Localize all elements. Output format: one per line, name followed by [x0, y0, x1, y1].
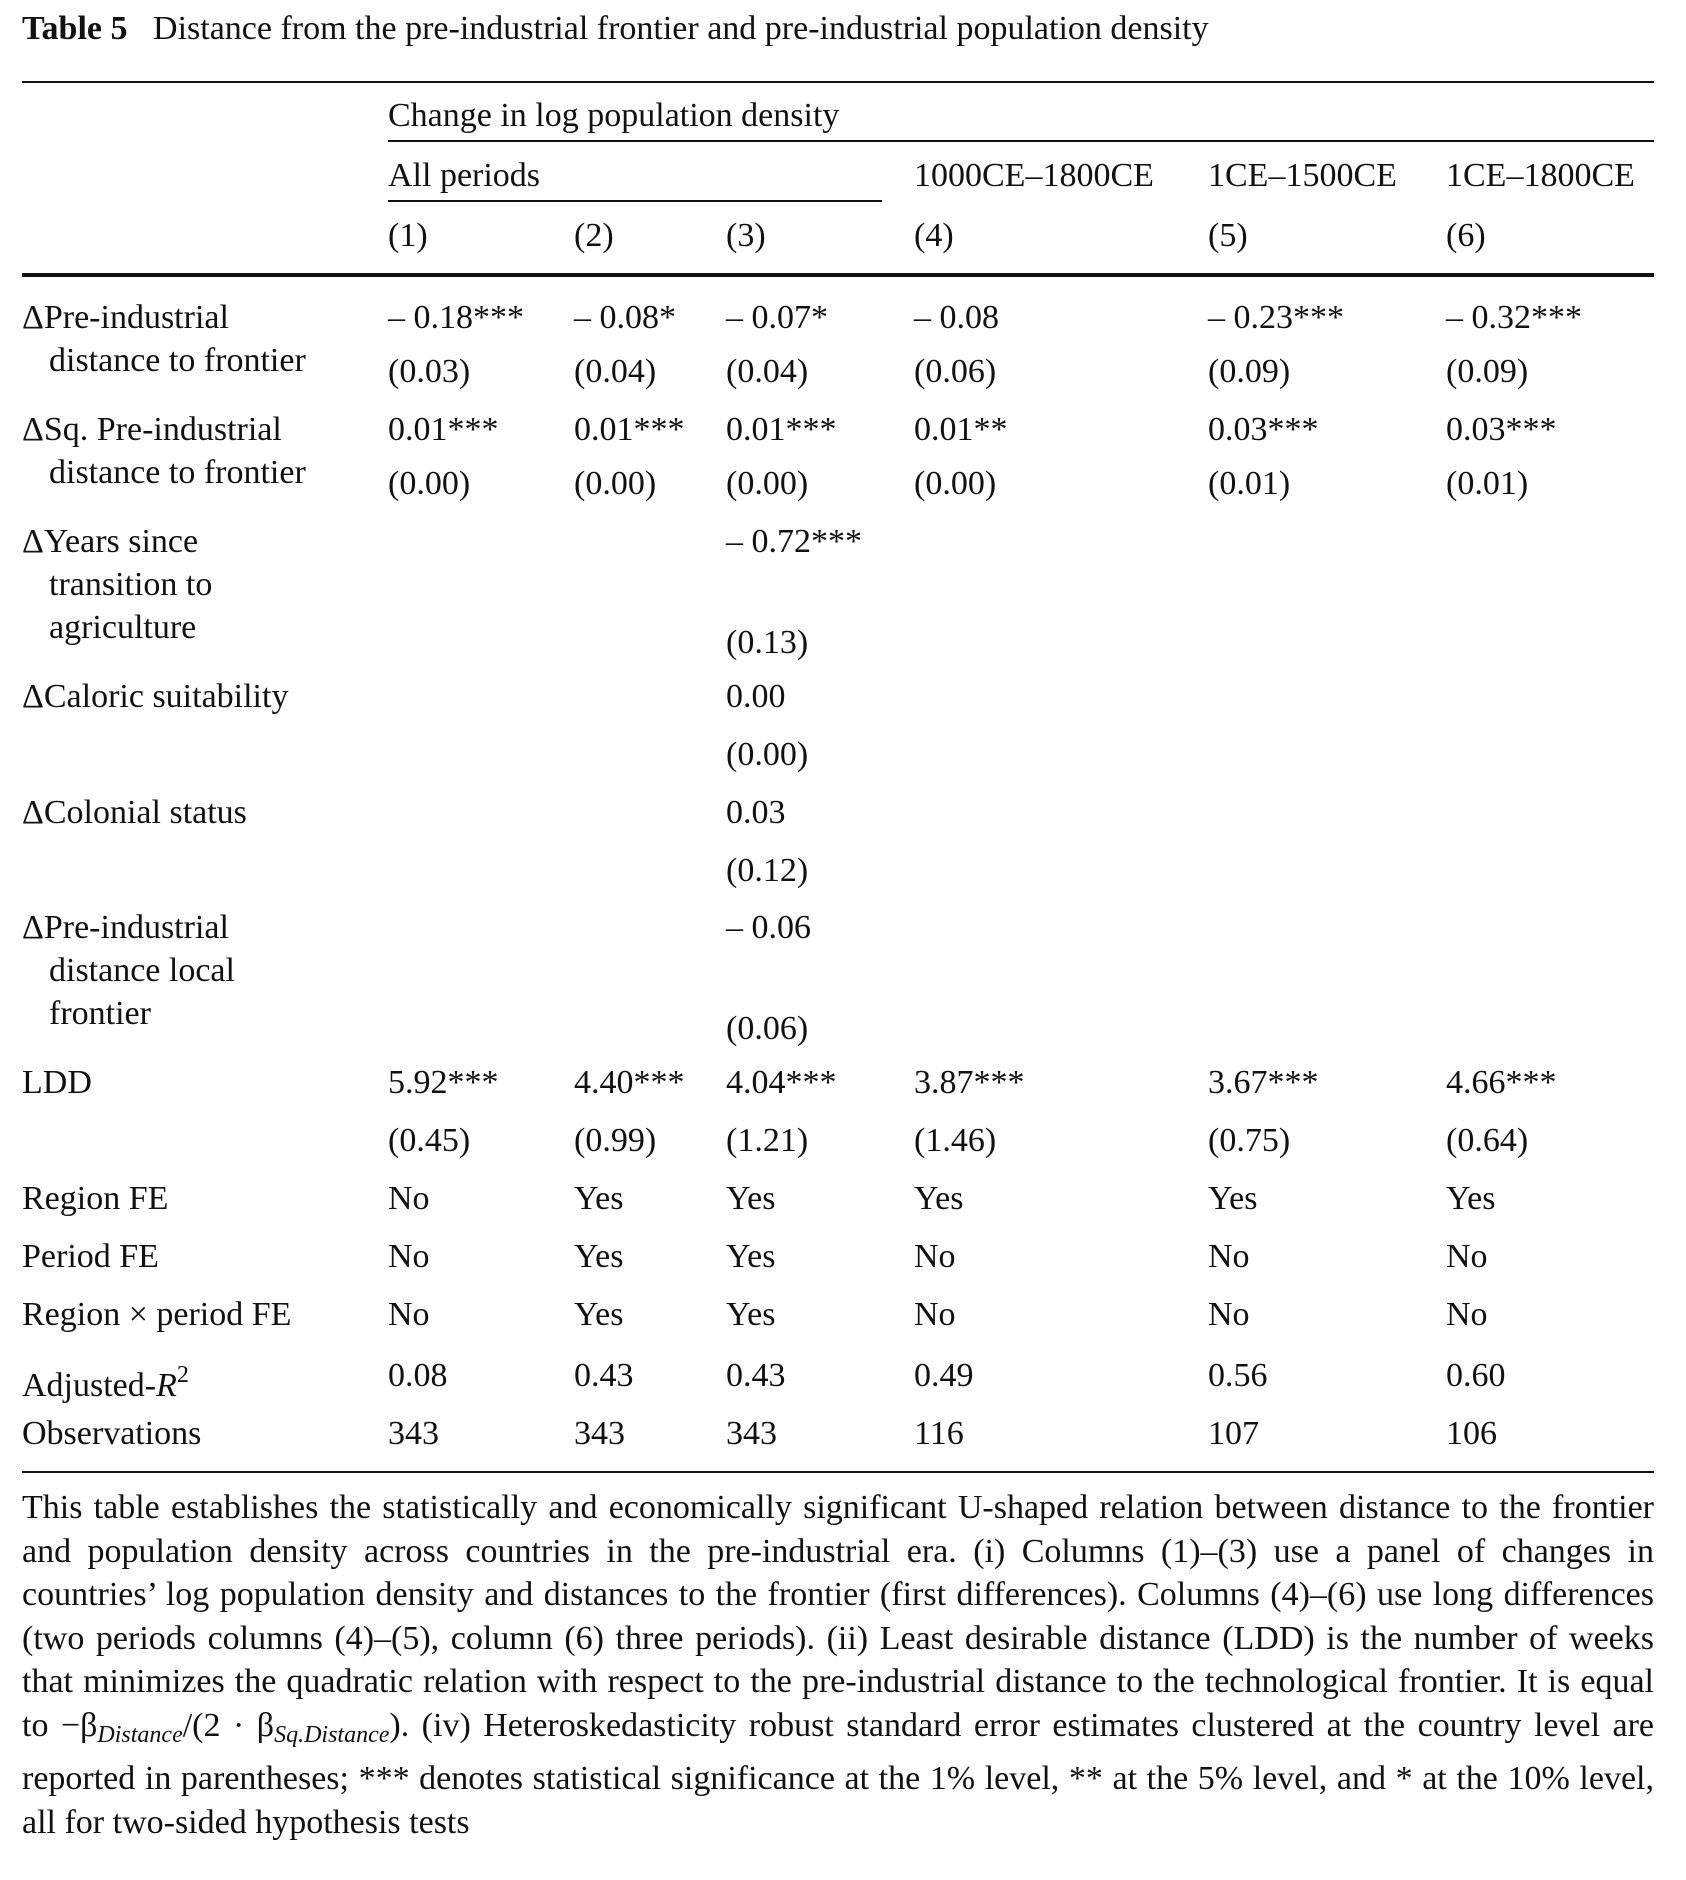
col-number-4: (4) [914, 217, 954, 254]
se-cell: (0.06) [914, 353, 997, 390]
col-number-5: (5) [1208, 217, 1248, 254]
row-label-line2: distance to frontier [49, 342, 306, 379]
se-cell: (0.00) [388, 465, 471, 502]
coef-cell: 3.87*** [914, 1064, 1025, 1101]
col-number-2: (2) [574, 217, 614, 254]
row-label-adjusted-r2 [22, 1354, 189, 1407]
formula-b: /(2 · β [182, 1706, 275, 1744]
fe-cell: Yes [726, 1180, 776, 1217]
adj-r2-cell: 0.43 [726, 1357, 786, 1394]
coef-cell: – 0.08* [574, 299, 676, 336]
row-label-observations: Observations [22, 1415, 202, 1452]
adj-r2-cell: 0.49 [914, 1357, 974, 1394]
adj-r2-cell: 0.56 [1208, 1357, 1268, 1394]
coef-cell: 4.40*** [574, 1064, 685, 1101]
group-header-col5: 1CE–1500CE [1208, 157, 1397, 194]
observations-cell: 107 [1208, 1415, 1259, 1452]
coef-cell: – 0.07* [726, 299, 828, 336]
fe-cell: Yes [726, 1238, 776, 1275]
fe-cell: Yes [1446, 1180, 1496, 1217]
fe-cell: Yes [574, 1296, 624, 1333]
coef-cell: 0.00 [726, 678, 786, 715]
adj-r2-sup: 2 [176, 1362, 189, 1388]
row-label-colonial-status: ΔColonial status [22, 794, 247, 831]
table-title [22, 10, 1209, 48]
adj-r2-cell: 0.08 [388, 1357, 448, 1394]
fe-cell: No [1446, 1296, 1488, 1333]
top-rule [22, 81, 1654, 83]
coef-cell: 3.67*** [1208, 1064, 1319, 1101]
se-cell: (0.13) [726, 624, 809, 661]
row-label-line1: ΔPre-industrial [22, 909, 229, 946]
note-part2: . (iv) Heteroskedasticity robust standard error estimates clustered at the country level are reported in parentheses; *** denotes statistical significance at the 1% level, ** at the 5% level, and * at the 10% level, all for two-sided hypothesis tests [22, 1706, 1654, 1841]
fe-cell: No [914, 1238, 956, 1275]
bottom-rule [22, 1471, 1654, 1473]
se-cell: (0.00) [914, 465, 997, 502]
fe-cell: No [1446, 1238, 1488, 1275]
row-label-local-frontier [22, 906, 235, 1035]
observations-cell: 343 [726, 1415, 777, 1452]
coef-cell: 0.03*** [1208, 411, 1319, 448]
fe-cell: No [388, 1238, 430, 1275]
se-cell: (0.00) [726, 736, 809, 773]
spanner-rule [388, 140, 1654, 142]
row-label-sq-distance [22, 408, 306, 494]
se-cell: (0.75) [1208, 1122, 1291, 1159]
row-label-region-period-fe: Region × period FE [22, 1296, 292, 1333]
coef-cell: 0.01*** [388, 411, 499, 448]
row-label-pre-industrial-distance [22, 296, 306, 382]
row-label-caloric-suitability: ΔCaloric suitability [22, 678, 289, 715]
group-header-col4: 1000CE–1800CE [914, 157, 1154, 194]
coef-cell: – 0.23*** [1208, 299, 1344, 336]
observations-cell: 343 [574, 1415, 625, 1452]
se-cell: (0.09) [1208, 353, 1291, 390]
fe-cell: Yes [726, 1296, 776, 1333]
coef-cell: 0.01*** [726, 411, 837, 448]
observations-cell: 106 [1446, 1415, 1497, 1452]
se-cell: (0.45) [388, 1122, 471, 1159]
fe-cell: Yes [574, 1180, 624, 1217]
fe-cell: No [1208, 1296, 1250, 1333]
adj-r2-cell: 0.60 [1446, 1357, 1506, 1394]
se-cell: (0.01) [1446, 465, 1529, 502]
se-cell: (0.01) [1208, 465, 1291, 502]
se-cell: (0.04) [574, 353, 657, 390]
se-cell: (0.64) [1446, 1122, 1529, 1159]
fe-cell: Yes [574, 1238, 624, 1275]
formula-a: −β [60, 1706, 98, 1744]
coef-cell: – 0.32*** [1446, 299, 1582, 336]
se-cell: (0.99) [574, 1122, 657, 1159]
row-label-line1: ΔSq. Pre-industrial [22, 411, 282, 448]
coef-cell: – 0.18*** [388, 299, 524, 336]
se-cell: (0.03) [388, 353, 471, 390]
coef-cell: 0.01** [914, 411, 1008, 448]
observations-cell: 343 [388, 1415, 439, 1452]
row-label-years-since-agriculture [22, 520, 212, 649]
se-cell: (0.00) [574, 465, 657, 502]
se-cell: (0.04) [726, 353, 809, 390]
se-cell: (1.21) [726, 1122, 809, 1159]
fe-cell: No [388, 1296, 430, 1333]
se-cell: (0.12) [726, 852, 809, 889]
col-number-1: (1) [388, 217, 428, 254]
adj-r2-text: Adjusted- [22, 1367, 157, 1404]
coef-cell: – 0.06 [726, 909, 811, 946]
table-label: Table 5 [22, 10, 128, 47]
fe-cell: Yes [914, 1180, 964, 1217]
spanner-header: Change in log population density [388, 97, 840, 134]
adj-r2-var: R [156, 1367, 177, 1404]
row-label-line3: agriculture [49, 609, 197, 646]
note-part1: This table establishes the statistically and economically significant U-shaped relation between distance to the frontier and population density across countries in the pre-industrial era. (i) Columns (1)–(3) use a panel of changes in countries’ log population density and distances to the frontier (first differences). Columns (4)–(6) use long differences (two periods columns (4)–(5), column (6) three periods). (ii) Least desirable distance (LDD) is the number of weeks that minimizes the quadratic relation with respect to the pre-industrial distance to the technological frontier. It is equal to [22, 1489, 1654, 1744]
coef-cell: – 0.72*** [726, 523, 862, 560]
fe-cell: No [914, 1296, 956, 1333]
se-cell: (0.00) [726, 465, 809, 502]
se-cell: (0.09) [1446, 353, 1529, 390]
row-label-line1: ΔPre-industrial [22, 299, 229, 336]
all-periods-rule [388, 200, 882, 202]
coef-cell: 0.03 [726, 794, 786, 831]
row-label-line2: distance to frontier [49, 454, 306, 491]
coef-cell: – 0.08 [914, 299, 999, 336]
coef-cell: 0.03*** [1446, 411, 1557, 448]
row-label-ldd: LDD [22, 1064, 92, 1101]
header-rule [22, 273, 1654, 277]
fe-cell: No [388, 1180, 430, 1217]
ldd-formula [60, 1706, 401, 1748]
coef-cell: 0.01*** [574, 411, 685, 448]
se-cell: (0.06) [726, 1010, 809, 1047]
se-cell: (1.46) [914, 1122, 997, 1159]
col-number-6: (6) [1446, 217, 1486, 254]
group-header-all-periods: All periods [388, 157, 541, 194]
row-label-line2: transition to [49, 566, 213, 603]
formula-sub1: Distance [97, 1721, 183, 1748]
row-label-line2: distance local [49, 952, 235, 989]
coef-cell: 4.04*** [726, 1064, 837, 1101]
observations-cell: 116 [914, 1415, 964, 1452]
row-label-line1: ΔYears since [22, 523, 199, 560]
col-number-3: (3) [726, 217, 766, 254]
fe-cell: Yes [1208, 1180, 1258, 1217]
coef-cell: 4.66*** [1446, 1064, 1557, 1101]
group-header-col6: 1CE–1800CE [1446, 157, 1635, 194]
row-label-period-fe: Period FE [22, 1238, 159, 1275]
row-label-region-fe: Region FE [22, 1180, 169, 1217]
fe-cell: No [1208, 1238, 1250, 1275]
formula-sub2: Sq.Distance [274, 1721, 390, 1748]
row-label-line3: frontier [49, 995, 151, 1032]
formula-c: ) [389, 1706, 401, 1744]
table-note [22, 1486, 1654, 1844]
table-caption-title: Distance from the pre-industrial frontier and pre-industrial population density [153, 10, 1209, 47]
coef-cell: 5.92*** [388, 1064, 499, 1101]
adj-r2-cell: 0.43 [574, 1357, 634, 1394]
